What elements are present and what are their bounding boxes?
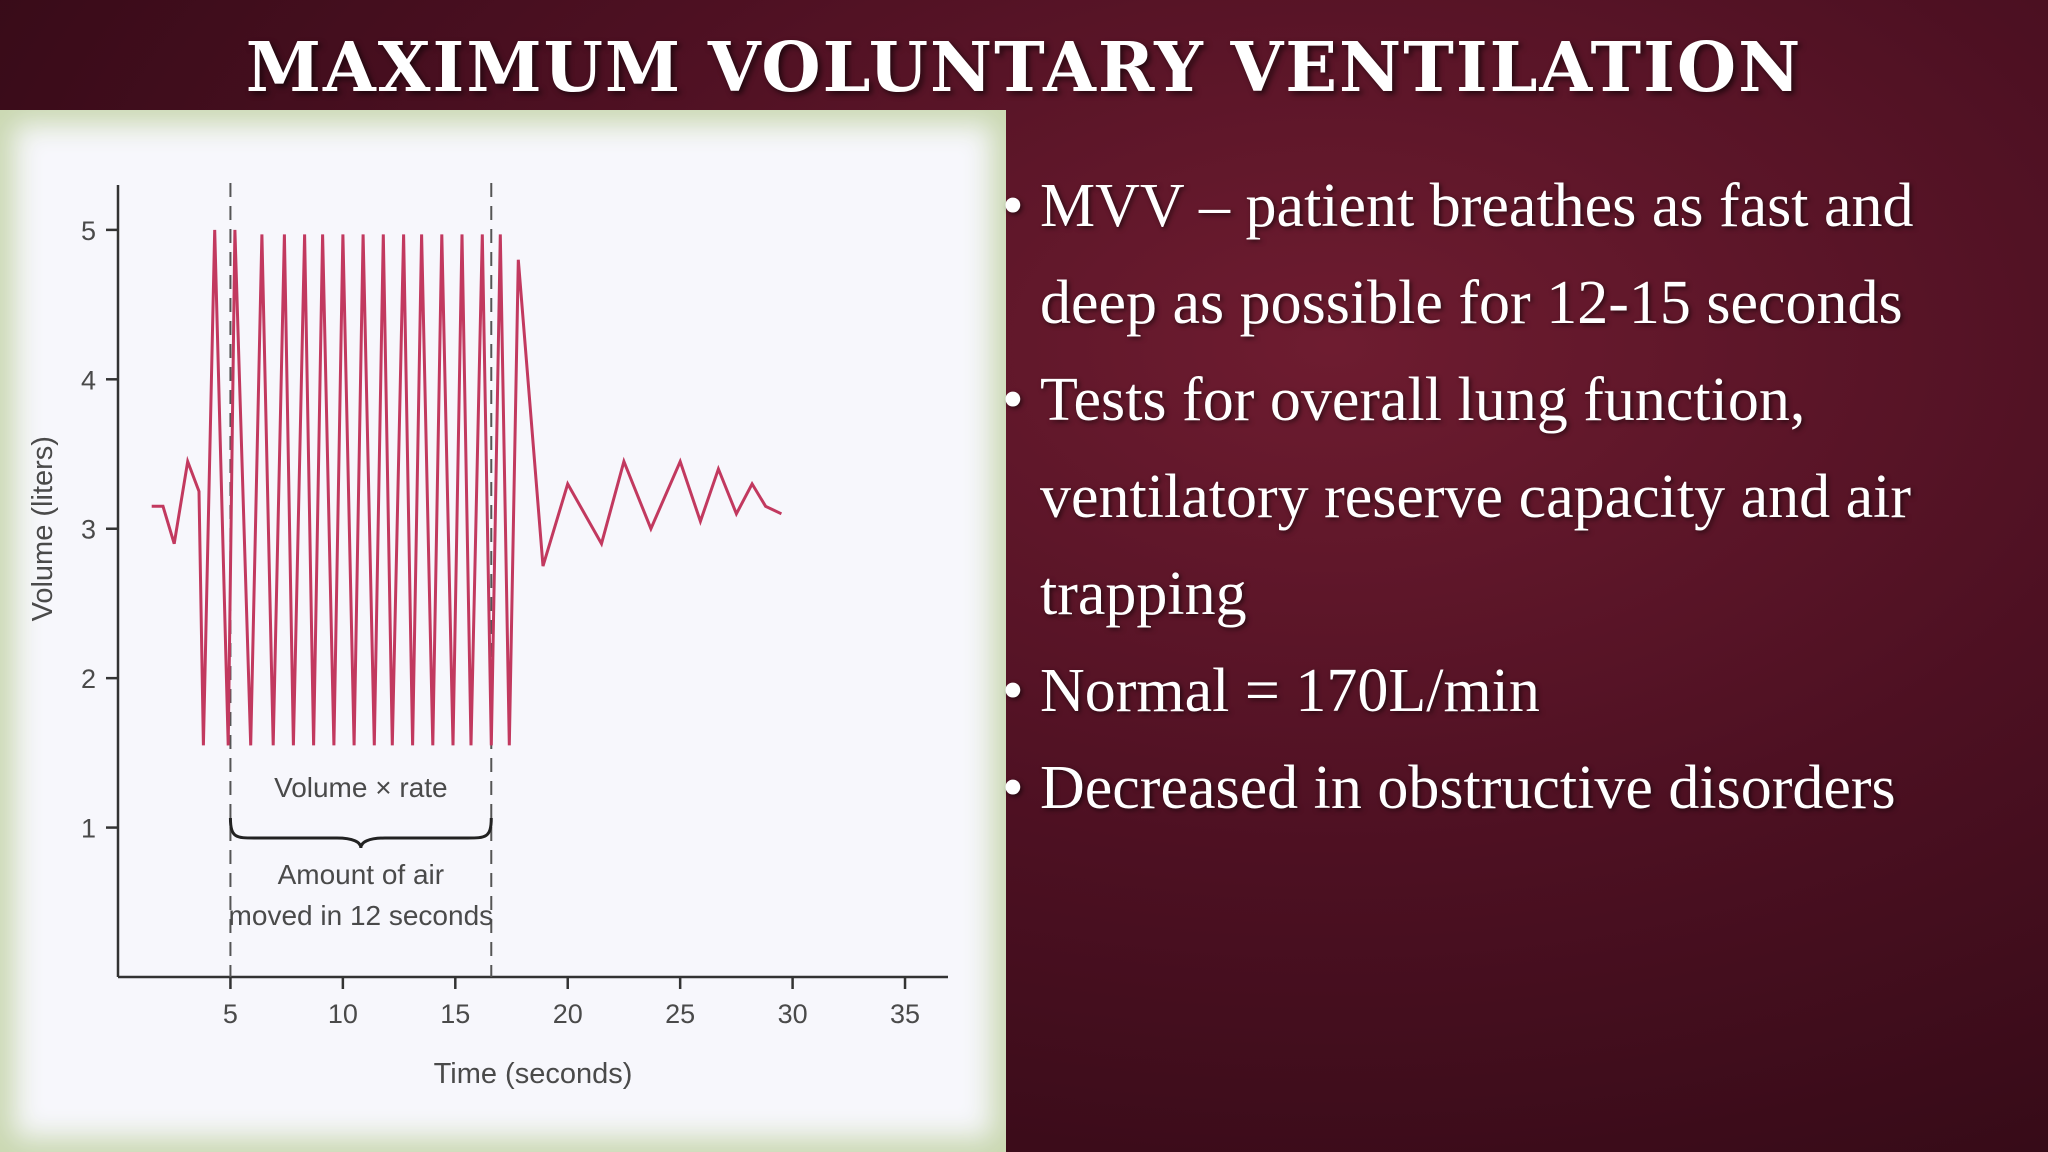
- bullet-mvv: [1002, 158, 2042, 352]
- annotation-amount-line1: Amount of air: [277, 859, 445, 890]
- bullet-dot: •: [1002, 657, 1024, 725]
- bullet-list: [1002, 158, 2042, 837]
- y-axis-title: Volume (liters): [27, 436, 59, 622]
- x-tick-label: 25: [665, 999, 696, 1029]
- y-tick-label: 4: [80, 365, 96, 396]
- chart-axes: [118, 185, 948, 977]
- x-tick-label: 10: [327, 999, 358, 1029]
- mvv-chart: [0, 110, 1006, 1152]
- chart-panel: [0, 110, 1006, 1152]
- x-axis-title: Time (seconds): [433, 1058, 633, 1090]
- bullet-tests: [1002, 352, 2042, 643]
- volume-trace: [152, 230, 782, 746]
- bullet-normal: [1002, 643, 2042, 740]
- x-tick-label: 5: [222, 999, 238, 1029]
- bullet-dot: •: [1002, 754, 1024, 822]
- annotation-amount-line2: moved in 12 seconds: [228, 900, 494, 931]
- bullet-dot: •: [1002, 366, 1024, 434]
- annotation-volume-rate: Volume × rate: [274, 772, 448, 803]
- bullet-text: MVV – patient breathes as fast and deep as possible for 12-15 seconds: [1040, 172, 1914, 337]
- chart-annotations: [229, 772, 494, 931]
- y-tick-label: 5: [80, 215, 96, 246]
- x-tick-label: 15: [440, 999, 471, 1029]
- slide-title: MAXIMUM VOLUNTARY VENTILATION: [245, 28, 1803, 108]
- y-tick-label: 2: [80, 664, 96, 695]
- range-brace: [230, 818, 491, 848]
- bullet-decreased: [1002, 740, 2042, 837]
- x-tick-label: 30: [777, 999, 808, 1029]
- y-tick-label: 3: [80, 514, 96, 545]
- bullet-text: Decreased in obstructive disorders: [1040, 754, 1896, 822]
- y-tick-label: 1: [80, 813, 96, 844]
- bullet-text: Normal = 170L/min: [1040, 657, 1540, 725]
- bullet-dot: •: [1002, 172, 1024, 240]
- x-tick-label: 35: [890, 999, 921, 1029]
- bullet-text: Tests for overall lung function, ventilatory reserve capacity and air trapping: [1040, 366, 1911, 628]
- x-tick-label: 20: [552, 999, 583, 1029]
